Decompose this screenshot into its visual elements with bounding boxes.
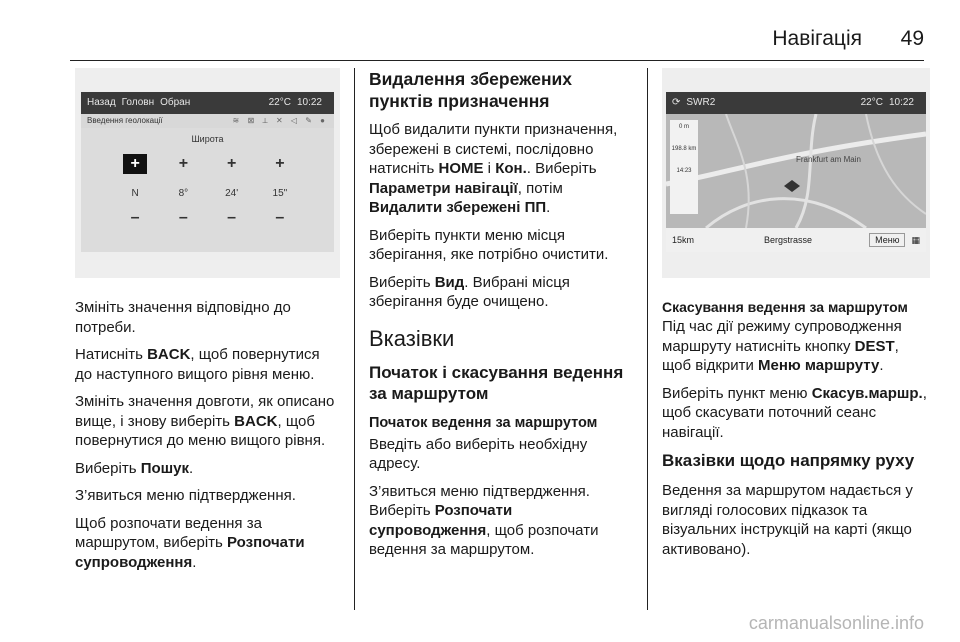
paragraph: Введіть або виберіть необхідну адресу. [369,435,588,472]
infotainment-screen [81,92,334,252]
page-title: Навігація [772,27,862,50]
next-turn-distance: 0 m [678,124,689,130]
paragraph: Щоб видалити пункти призначення, збережені в системі, послідовно натисніть HOME і Кон.. Виберіть Параметри навігації, потім Видалити збережені ПП. [369,121,618,216]
degrees-value: 8° [178,188,189,199]
favorites-tab: Обран [160,97,191,108]
map-view-icon: ▦ [911,234,920,245]
geolocation-entry-label: Введення геолокації [87,116,163,125]
map-screenshot [662,68,930,278]
screen-subheader [81,114,334,128]
refresh-icon: ⟳ [672,97,681,108]
paragraph: З’явиться меню підтвердження. Виберіть Розпочати супроводження, щоб розпочати ведення за маршрутом. [369,482,599,558]
main-tab: Головн [121,97,155,108]
menu-button: Меню [869,233,905,247]
decrement-row [81,208,334,228]
paragraph: Ведення за маршрутом надається у вигляді голосових підказок та візуальних інструкцій на карті (якщо активовано). [662,482,913,558]
zoom-scale: 15km [672,235,695,245]
map-city-label: Frankfurt am Main [796,155,861,164]
paragraph: Виберіть Вид. Вибрані місця зберігання буде очищено. [369,273,570,310]
route-info-panel [670,120,698,214]
section-heading-start: Початок і скасування ведення за маршрутом [369,362,624,403]
section-heading-cancel: Скасування ведення за маршрутом [662,299,908,315]
current-street: Bergstrasse [764,235,813,245]
column-divider-right [647,68,648,610]
screen-top-bar [666,92,926,114]
right-column [662,68,930,567]
arrival-time: 14:23 [676,168,692,174]
subheading-start: Початок ведення за маршрутом [369,414,598,431]
paragraph: Виберіть Пошук. [75,459,194,477]
middle-column [369,68,637,568]
paragraph: Змініть значення довготи, як описано вище, і знову виберіть BACK, щоб повернутися до меню вищого рівня. [75,393,335,449]
chapter-heading-guidance: Вказівки [369,325,455,351]
paragraph: З’явиться меню підтвердження. [75,487,296,504]
paragraph: Натисніть BACK, щоб повернутися до наступного вищого рівня меню. [75,346,320,383]
section-heading-delete: Видалення збережених пунктів призначення [369,69,573,111]
clock-readout: 10:22 [888,97,914,108]
column-divider-left [354,68,355,610]
value-row [81,184,334,204]
back-tab: Назад [87,97,116,108]
plus-icon: + [275,155,285,172]
plus-icon: + [226,155,237,172]
minutes-value: 24' [225,188,239,199]
minus-icon: – [130,209,140,226]
minus-icon: – [178,209,188,226]
screen-top-bar [81,92,334,114]
geolocation-screenshot [75,68,340,278]
radio-station: SWR2 [686,97,716,108]
remaining-distance: 198.8 km [671,146,697,152]
left-column [75,68,340,580]
clock-readout: 10:22 [296,97,322,108]
paragraph: Під час дії режиму супроводження маршруту натисніть кнопку DEST, щоб відкрити Меню маршруту. [662,318,902,374]
paragraph: Змініть значення відповідно до потреби. [75,299,291,336]
paragraph: Виберіть пункт меню Скасув.маршр., щоб скасувати поточний сеанс навігації. [662,384,927,441]
map-bottom-bar [666,228,926,252]
plus-icon: + [123,154,147,174]
increment-row [81,154,334,174]
minus-icon: – [275,209,285,226]
header-rule [70,60,924,61]
page-number: 49 [900,27,924,50]
plus-icon: + [178,155,189,172]
map-roads [666,114,926,228]
temperature-readout: 22°C [860,97,883,108]
status-icons: ≋ ⊠ ⟂ ✕ ◁ ✎ ● [232,116,328,125]
page-header [70,0,924,64]
latitude-label: Широта [191,134,224,144]
infotainment-screen [666,92,926,252]
watermark: carmanualsonline.info [748,613,924,633]
hemisphere-value: N [131,188,139,199]
seconds-value: 15" [272,188,288,199]
navigation-map [666,114,926,228]
minus-icon: – [227,209,237,226]
paragraph: Виберіть пункти меню місця зберігання, яке потрібно очистити. [369,226,609,263]
paragraph: Щоб розпочати ведення за маршрутом, виберіть Розпочати супроводження. [75,514,305,571]
temperature-readout: 22°C [268,97,291,108]
section-heading-directions: Вказівки щодо напрямку руху [662,451,915,470]
coordinate-editor [81,128,334,252]
